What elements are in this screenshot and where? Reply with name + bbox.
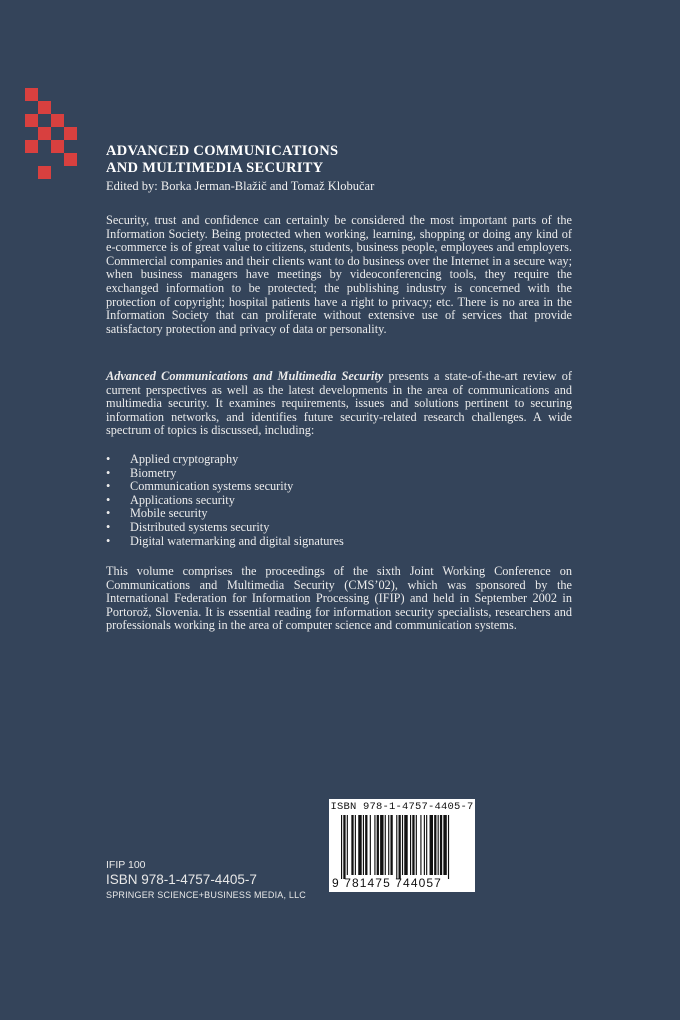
barcode-bar xyxy=(448,815,449,879)
list-item xyxy=(106,453,344,467)
topic-label: Biometry xyxy=(130,465,177,480)
logo-square xyxy=(38,127,51,140)
barcode-bar xyxy=(410,815,411,875)
publisher-label: SPRINGER SCIENCE+BUSINESS MEDIA, LLC xyxy=(106,890,307,900)
barcode-isbn-label: ISBN 978-1-4757-4405-7 xyxy=(330,801,474,813)
logo-square xyxy=(51,114,64,127)
bullet-icon: • xyxy=(106,533,111,548)
barcode-bar xyxy=(424,815,425,875)
topic-label: Applications security xyxy=(130,492,235,507)
barcode xyxy=(329,799,475,892)
logo-square xyxy=(25,140,38,153)
barcode-bar xyxy=(399,815,401,879)
topic-label: Mobile security xyxy=(130,506,208,521)
barcode-bar xyxy=(365,815,367,875)
barcode-bar xyxy=(404,815,407,875)
barcode-bar xyxy=(430,815,433,875)
bullet-icon: • xyxy=(106,506,111,521)
logo-square xyxy=(25,114,38,127)
barcode-bar xyxy=(443,815,446,875)
barcode-bar xyxy=(420,815,421,875)
title-line-2: AND MULTIMEDIA SECURITY xyxy=(106,160,324,176)
barcode-bar xyxy=(363,815,364,875)
barcode-bar xyxy=(377,815,379,875)
logo-square xyxy=(64,127,77,140)
summary-text: presents a state-of-the-art review of current perspectives as well as the latest developments in the area of communications and multimedia security. It examines requirements, issues and solutions pertinent to securing information networks, and identifies future security-related research challenges. A wide spectrum of topics is discussed, including: xyxy=(106,369,572,438)
topics-list xyxy=(106,453,344,548)
editors-line: Edited by: Borka Jerman-Blažič and Tomaž Klobučar xyxy=(106,179,375,193)
barcode-bar xyxy=(380,815,383,875)
barcode-bar xyxy=(402,815,403,875)
logo-square xyxy=(38,166,51,179)
barcode-bar xyxy=(358,815,361,875)
list-item xyxy=(106,467,344,481)
barcode-bar xyxy=(396,815,397,879)
topic-label: Applied cryptography xyxy=(130,452,239,466)
barcode-bar xyxy=(370,815,371,875)
list-item xyxy=(106,494,344,508)
barcode-bar xyxy=(355,815,356,875)
barcode-bar xyxy=(438,815,439,875)
list-item xyxy=(106,480,344,494)
proceedings-paragraph: This volume comprises the proceedings of the sixth Joint Working Conference on Communications and Multimedia Security (CMS’02), which was sponsored by the International Federation for Information Processing (IFIP) and held in September 2002 in Portorož, Slovenia. It is essential reading for information security specialists, researchers and professionals working in the area of computer science and communication systems. xyxy=(106,564,572,633)
bullet-icon: • xyxy=(106,492,111,507)
barcode-bar xyxy=(412,815,414,875)
title-line-1: ADVANCED COMMUNICATIONS xyxy=(106,143,339,159)
isbn-label: ISBN 978-1-4757-4405-7 xyxy=(106,872,257,887)
bullet-icon: • xyxy=(106,479,111,494)
logo-square xyxy=(64,153,77,166)
imprint-block xyxy=(106,859,306,902)
topic-label: Communication systems security xyxy=(130,479,294,494)
barcode-bar xyxy=(440,815,442,875)
barcode-bar xyxy=(388,815,389,875)
list-item xyxy=(106,507,344,521)
bullet-icon: • xyxy=(106,452,111,466)
barcode-bar xyxy=(343,815,345,879)
logo-square xyxy=(51,140,64,153)
summary-paragraph xyxy=(106,370,572,438)
topic-label: Digital watermarking and digital signatures xyxy=(130,533,344,548)
barcode-bar xyxy=(374,815,375,875)
bullet-icon: • xyxy=(106,519,111,534)
barcode-bar xyxy=(434,815,436,875)
barcode-bar xyxy=(385,815,386,875)
barcode-bar xyxy=(347,815,348,875)
barcode-bar xyxy=(426,815,427,875)
topic-label: Distributed systems security xyxy=(130,519,270,534)
logo-square xyxy=(38,101,51,114)
list-item xyxy=(106,521,344,535)
book-title xyxy=(106,143,586,177)
series-label: IFIP 100 xyxy=(106,859,146,871)
logo-square xyxy=(25,88,38,101)
intro-paragraph: Security, trust and confidence can certainly be considered the most important parts of the Information Society. Being protected when working, learning, shopping or doing any kind of e-commerce is of great value to citizens, students, business people, employees and employers. Commercial companies and their clients want to do business over the Internet in a secure way; when business managers have meetings by videoconferencing tools, they require the exchanged information to be protected; the publishing industry is concerned with the protection of copyright; hospital patients have a right to privacy; etc. There is no area in the Information Society that can proliferate without extensive use of services that provide satisfactory protection and privacy of data or personality. xyxy=(106,213,572,336)
barcode-bar xyxy=(416,815,417,875)
book-title-emphasis: Advanced Communications and Multimedia Security xyxy=(106,369,384,383)
list-item xyxy=(106,535,344,549)
barcode-bar xyxy=(341,815,342,879)
barcode-bar xyxy=(351,815,353,875)
barcode-bar xyxy=(390,815,392,875)
barcode-digits: 9 781475 744057 xyxy=(332,876,442,890)
bullet-icon: • xyxy=(106,465,111,480)
